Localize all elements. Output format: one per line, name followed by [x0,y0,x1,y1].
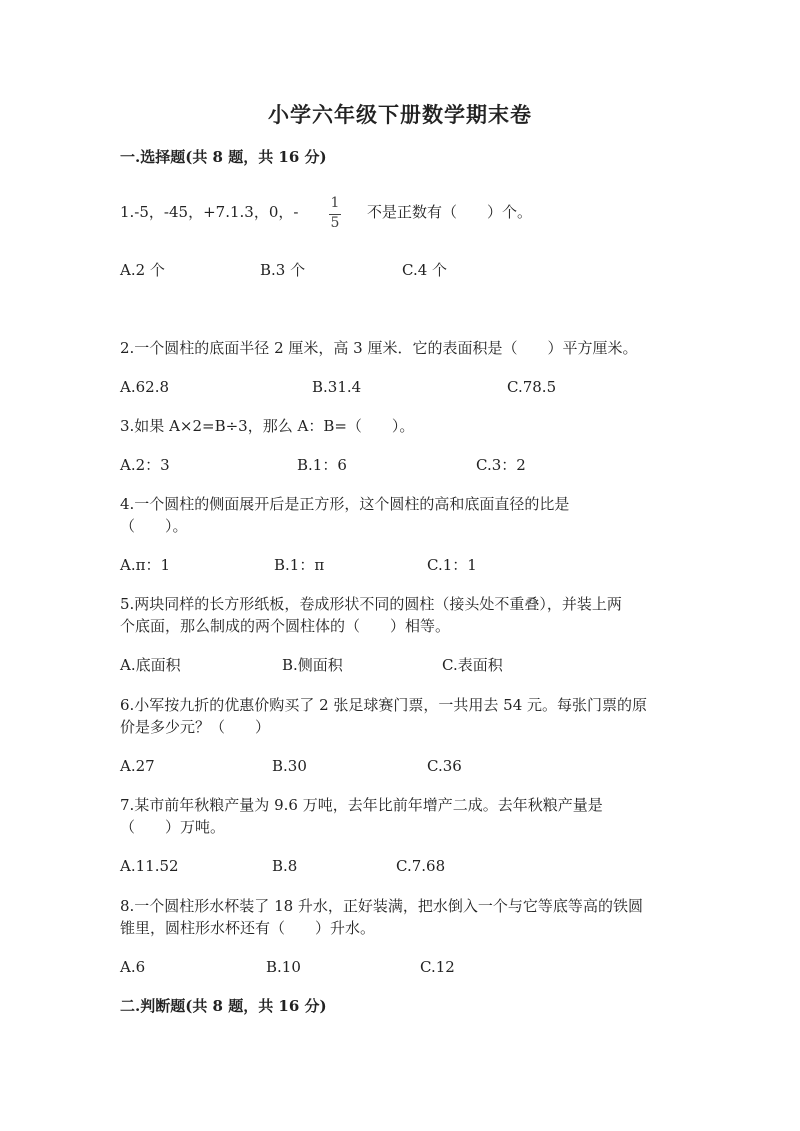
option-c[interactable]: C.78.5 [507,378,557,396]
option-b[interactable]: B.8 [272,857,298,875]
option-c[interactable]: C.表面积 [442,656,503,674]
option-b[interactable]: B.侧面积 [282,656,343,674]
option-b[interactable]: B.10 [266,958,301,976]
question-8-text-line-2: 锥里，圆柱形水杯还有（ ）升水。 [120,919,376,937]
option-c[interactable]: C.3：2 [476,456,526,474]
option-b[interactable]: B.1：π [274,556,325,574]
fraction-denominator: 5 [330,215,340,231]
option-a[interactable]: A.27 [120,757,155,775]
section-heading-true-false: 二.判断题(共 8 题，共 16 分) [120,997,327,1015]
option-b[interactable]: B.3 个 [260,261,306,279]
question-3-text: 3.如果 A×2=B÷3，那么 A：B=（ ）。 [120,417,415,435]
option-c[interactable]: C.12 [420,958,455,976]
question-5-text-line-2: 个底面，那么制成的两个圆柱体的（ ）相等。 [120,617,451,635]
question-8-text-line-1: 8.一个圆柱形水杯装了 18 升水，正好装满，把水倒入一个与它等底等高的铁圆 [120,897,643,915]
option-b[interactable]: B.30 [272,757,307,775]
option-c[interactable]: C.4 个 [402,261,448,279]
section-heading-choice: 一.选择题(共 8 题，共 16 分) [120,148,327,166]
option-a[interactable]: A.11.52 [120,857,179,875]
fraction-one-fifth [327,195,343,235]
question-4-text-line-2: （ ）。 [120,517,188,535]
question-1-text-before: 1.-5，-45，+7.1.3，0，- [120,203,299,221]
question-2-text: 2.一个圆柱的底面半径 2 厘米，高 3 厘米．它的表面积是（ ）平方厘米。 [120,339,638,357]
option-a[interactable]: A.2 个 [120,261,165,279]
option-c[interactable]: C.36 [427,757,462,775]
option-c[interactable]: C.1：1 [427,556,477,574]
question-5-text-line-1: 5.两块同样的长方形纸板，卷成形状不同的圆柱（接头处不重叠），并装上两 [120,595,622,613]
page-title: 小学六年级下册数学期末卷 [268,102,532,127]
question-6-text-line-2: 价是多少元？（ ） [120,718,271,736]
question-1-text-after: 不是正数有（ ）个。 [367,203,533,221]
question-4-text-line-1: 4.一个圆柱的侧面展开后是正方形，这个圆柱的高和底面直径的比是 [120,495,570,513]
option-a[interactable]: A.62.8 [120,378,169,396]
option-a[interactable]: A.底面积 [120,656,181,674]
fraction-numerator: 1 [330,195,340,211]
option-a[interactable]: A.6 [120,958,146,976]
option-b[interactable]: B.1：6 [297,456,347,474]
question-7-text-line-1: 7.某市前年秋粮产量为 9.6 万吨，去年比前年增产二成。去年秋粮产量是 [120,796,603,814]
question-7-text-line-2: （ ）万吨。 [120,818,226,836]
option-a[interactable]: A.2：3 [120,456,170,474]
option-c[interactable]: C.7.68 [396,857,446,875]
option-a[interactable]: A.π：1 [120,556,171,574]
option-b[interactable]: B.31.4 [312,378,362,396]
question-6-text-line-1: 6.小军按九折的优惠价购买了 2 张足球赛门票，一共用去 54 元。每张门票的原 [120,696,648,714]
